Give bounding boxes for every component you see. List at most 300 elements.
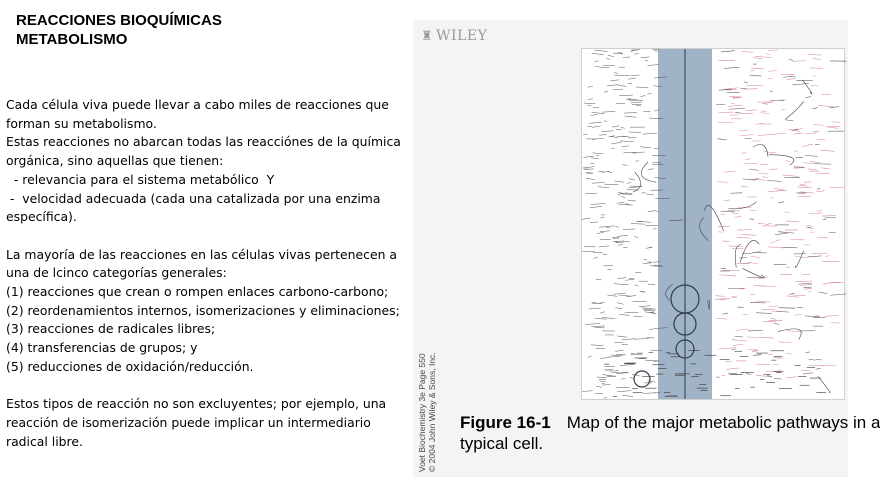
pathway-stroke [622, 339, 635, 340]
pathway-stroke [602, 131, 614, 132]
pathway-stroke [604, 121, 607, 122]
pathway-stroke [749, 169, 759, 170]
pathway-stroke [607, 85, 618, 86]
pathway-stroke [741, 51, 753, 52]
pathway-stroke [617, 391, 631, 392]
body-line: (3) reacciones de radicales libres; [6, 321, 216, 337]
pathway-stroke [761, 113, 770, 114]
pathway-stroke [648, 65, 659, 66]
pathway-stroke [741, 186, 748, 187]
pathway-stroke [735, 216, 741, 217]
pathway-stroke [816, 191, 824, 192]
pathway-stroke [786, 377, 796, 378]
pathway-stroke [591, 204, 605, 205]
pathway-stroke [768, 247, 784, 248]
pathway-stroke [588, 86, 593, 87]
pathway-stroke [599, 171, 604, 172]
pathway-stroke [758, 223, 765, 224]
pathway-stroke [755, 364, 770, 365]
pathway-stroke [602, 375, 613, 376]
pathway-stroke [618, 192, 627, 193]
body-line: (5) reducciones de oxidación/reducción. [6, 358, 254, 374]
pathway-stroke [792, 83, 809, 84]
pathway-stroke [737, 237, 751, 238]
pathway-stroke [802, 145, 810, 146]
pathway-stroke [721, 51, 735, 52]
pathway-stroke [628, 137, 636, 138]
pathway-stroke [600, 358, 609, 359]
pathway-arrow [802, 80, 812, 94]
pathway-stroke [740, 135, 753, 136]
slide-title-line-1: REACCIONES BIOQUÍMICAS [16, 12, 222, 29]
pathway-stroke [596, 279, 602, 280]
pathway-stroke [732, 339, 737, 340]
pathway-stroke [619, 314, 629, 315]
pathway-stroke [600, 217, 604, 218]
pathway-stroke [599, 134, 606, 135]
pathway-stroke [773, 364, 778, 365]
pathway-stroke [774, 188, 784, 189]
side-credit-line-1: Voet Biochemistry 3e Page 550 [417, 353, 427, 472]
pathway-stroke [740, 229, 752, 230]
pathway-stroke [733, 344, 743, 345]
pathway-stroke [768, 320, 782, 321]
pathway-stroke [620, 141, 634, 142]
pathway-stroke [655, 211, 658, 212]
pathway-stroke [758, 173, 768, 174]
pathway-stroke [813, 131, 820, 132]
pathway-stroke [608, 356, 620, 357]
pathway-stroke [808, 54, 822, 55]
pathway-stroke [819, 292, 828, 293]
pathway-stroke [781, 109, 785, 110]
pathway-stroke [639, 306, 650, 307]
pathway-stroke [614, 73, 618, 74]
pathway-stroke [788, 129, 803, 130]
pathway-stroke [620, 364, 635, 365]
pathway-arrow [818, 376, 830, 392]
pathway-stroke [767, 180, 781, 181]
body-line: específica). [6, 209, 77, 225]
pathway-stroke [641, 95, 646, 96]
pathway-stroke [618, 52, 623, 53]
pathway-stroke [618, 245, 622, 246]
pathway-stroke [816, 173, 830, 174]
pathway-stroke [621, 127, 625, 128]
body-line: radical libre. [6, 433, 83, 449]
pathway-stroke [604, 397, 607, 398]
pathway-stroke [602, 171, 609, 172]
body-line: Cada célula viva puede llevar a cabo miles de reacciones que [6, 97, 389, 112]
pathway-stroke [600, 312, 604, 313]
pathway-stroke [602, 111, 615, 112]
pathway-stroke [629, 278, 634, 279]
pathway-stroke [636, 375, 639, 376]
pathway-stroke [809, 359, 816, 360]
pathway-stroke [722, 313, 728, 314]
pathway-arrow [769, 155, 794, 166]
pathway-stroke [723, 241, 730, 242]
pathway-stroke [817, 189, 820, 190]
paragraph-gap [6, 227, 418, 246]
pathway-stroke [626, 193, 632, 194]
pathway-stroke [762, 103, 771, 104]
slide-title [16, 11, 406, 49]
pathway-stroke [825, 315, 839, 316]
pathway-stroke [617, 303, 623, 304]
pathway-stroke [805, 316, 820, 317]
pathway-stroke [768, 190, 782, 191]
pathway-stroke [602, 317, 615, 318]
pathway-stroke [625, 116, 637, 117]
metabolic-map-image [581, 48, 845, 400]
pathway-stroke [744, 82, 748, 83]
pathway-stroke [615, 181, 624, 182]
pathway-stroke [786, 221, 799, 222]
pathway-stroke [809, 161, 820, 162]
pathway-stroke [736, 329, 749, 330]
body-line: una de lcinco categorías generales: [6, 265, 227, 281]
pathway-stroke [589, 122, 602, 123]
pathway-stroke [594, 61, 598, 62]
pathway-stroke [770, 91, 773, 92]
pathway-stroke [617, 235, 628, 236]
slide-title-line-2: METABOLISMO [16, 31, 128, 48]
pathway-stroke [741, 234, 757, 235]
pathway-stroke [629, 179, 636, 180]
pathway-stroke [646, 194, 654, 195]
pathway-stroke [748, 349, 759, 350]
body-line: (1) reacciones que crean o rompen enlaces carbono-carbono; [6, 284, 389, 300]
pathway-stroke [631, 224, 645, 225]
pathway-stroke [611, 355, 623, 356]
pathway-stroke [797, 187, 811, 188]
pathway-stroke [771, 242, 775, 243]
pathway-stroke [626, 99, 637, 100]
pathway-stroke [614, 370, 619, 371]
pathway-stroke [821, 150, 835, 151]
pathway-stroke [619, 204, 633, 205]
pathway-stroke [762, 309, 776, 310]
pathway-stroke [803, 373, 813, 374]
pathway-stroke [582, 391, 592, 392]
pathway-stroke [586, 178, 595, 179]
pathway-stroke [806, 96, 812, 97]
pathway-stroke [756, 301, 770, 302]
pathway-stroke [589, 308, 601, 309]
pathway-stroke [592, 53, 604, 54]
pathway-stroke [604, 184, 618, 185]
pathway-stroke [774, 323, 779, 324]
pathway-stroke [595, 67, 609, 68]
pathway-stroke [766, 223, 771, 224]
pathway-stroke [591, 326, 605, 327]
pathway-stroke [619, 295, 631, 296]
pathway-stroke [625, 279, 634, 280]
pathway-stroke [636, 105, 641, 106]
pathway-stroke [599, 246, 609, 247]
pathway-stroke [717, 181, 728, 182]
pathway-stroke [793, 166, 803, 167]
body-line: (4) transferencias de grupos; y [6, 340, 198, 356]
pathway-stroke [615, 308, 622, 309]
pathway-stroke [648, 169, 654, 170]
pathway-stroke [798, 193, 805, 194]
pathway-stroke [803, 287, 811, 288]
pathway-stroke [755, 56, 772, 57]
pathway-stroke [588, 99, 593, 100]
pathway-stroke [791, 130, 800, 131]
pathway-stroke [647, 262, 652, 263]
pathway-stroke [617, 336, 627, 337]
pathway-stroke [719, 348, 736, 349]
pathway-stroke [768, 354, 772, 355]
pathway-stroke [727, 368, 740, 369]
pathway-arrow [778, 329, 801, 340]
pathway-stroke [618, 85, 627, 86]
pathway-stroke [735, 336, 743, 337]
pathway-stroke [600, 381, 606, 382]
pathway-stroke [590, 206, 602, 207]
pathway-stroke [771, 318, 777, 319]
pathway-stroke [774, 378, 782, 379]
pathway-stroke [592, 153, 603, 154]
pathway-arrow [633, 172, 641, 192]
pathway-stroke [604, 91, 608, 92]
pathway-stroke [610, 80, 619, 81]
caption-line-1: Map of the major metabolic pathways in a [566, 413, 880, 432]
pathway-stroke [617, 202, 625, 203]
pathway-stroke [606, 59, 610, 60]
pathway-stroke [592, 182, 605, 183]
pathway-stroke [634, 54, 639, 55]
pathway-arrow [740, 240, 759, 262]
pathway-stroke [719, 112, 734, 113]
pathway-stroke [808, 291, 812, 292]
pathway-stroke [594, 50, 607, 51]
pathway-stroke [718, 139, 727, 140]
pathway-stroke [748, 330, 763, 331]
pathway-stroke [595, 319, 607, 320]
pathway-stroke [628, 78, 636, 79]
pathway-stroke [654, 110, 658, 111]
pathway-stroke [585, 323, 600, 324]
pathway-stroke [813, 59, 821, 60]
body-line: (2) reordenamientos internos, isomerizaciones y eliminaciones; [6, 302, 400, 318]
pathway-stroke [592, 112, 604, 113]
body-line: Estos tipos de reacción no son excluyentes; por ejemplo, una [6, 396, 387, 412]
pathway-stroke [610, 372, 622, 373]
pathway-stroke [766, 54, 769, 55]
pathway-stroke [760, 164, 767, 165]
pathway-stroke [786, 161, 790, 162]
pathway-stroke [789, 293, 794, 294]
pathway-arrow [743, 268, 765, 277]
caption-line-2: typical cell. [460, 434, 544, 453]
publisher-logo: ♜ WILEY [421, 28, 488, 44]
pathway-stroke [770, 100, 784, 101]
pathway-stroke [600, 231, 610, 232]
pathway-stroke [826, 256, 830, 257]
pathway-stroke [769, 306, 778, 307]
pathway-stroke [821, 168, 829, 169]
pathway-stroke [583, 156, 593, 157]
paragraph-gap [6, 377, 418, 396]
body-line: Estas reacciones no abarcan todas las reacciónes de la química [6, 134, 401, 150]
body-line: La mayoría de las reacciones en las células vivas pertenecen a [6, 246, 397, 262]
pathway-stroke [617, 278, 626, 279]
pathway-stroke [599, 226, 614, 227]
pathway-stroke [619, 95, 633, 96]
pathway-stroke [617, 194, 620, 195]
pathway-stroke [588, 356, 592, 357]
pathway-stroke [823, 219, 826, 220]
pathway-stroke [725, 361, 731, 362]
pathway-stroke [615, 226, 619, 227]
pathway-stroke [819, 105, 834, 106]
body-line: reacción de isomerización puede implicar un intermediario [6, 414, 371, 430]
pathway-stroke [719, 275, 736, 276]
pathway-stroke [628, 98, 631, 99]
pathway-stroke [591, 114, 598, 115]
pathway-stroke [750, 302, 765, 303]
pathway-stroke [616, 103, 625, 104]
pathway-stroke [583, 134, 587, 135]
pathway-stroke [771, 133, 786, 134]
pathway-stroke [648, 284, 655, 285]
pathway-stroke [645, 360, 658, 361]
pathway-stroke [799, 185, 807, 186]
pathway-stroke [715, 318, 727, 319]
pathway-stroke [591, 158, 599, 159]
pathway-stroke [800, 285, 812, 286]
pathway-stroke [762, 177, 767, 178]
pathway-stroke [824, 217, 835, 218]
pathway-stroke [625, 312, 639, 313]
pathway-stroke [768, 50, 778, 51]
pathway-stroke [747, 337, 757, 338]
pathway-stroke [595, 393, 603, 394]
pathway-arrow [735, 244, 741, 267]
pathway-stroke [621, 197, 625, 198]
pathway-stroke [785, 120, 793, 121]
pathway-stroke [812, 108, 817, 109]
pathway-stroke [768, 70, 776, 71]
pathway-stroke [635, 285, 639, 286]
pathway-stroke [813, 76, 816, 77]
pathway-stroke [634, 338, 649, 339]
pathway-stroke [724, 171, 735, 172]
pathway-stroke [787, 331, 802, 332]
pathway-stroke [634, 237, 638, 238]
pathway-stroke [613, 241, 624, 242]
slide-body [6, 96, 418, 451]
pathway-stroke [776, 240, 781, 241]
pathway-stroke [813, 124, 824, 125]
pathway-stroke [764, 104, 768, 105]
pathway-stroke [636, 87, 648, 88]
pathway-stroke [793, 133, 802, 134]
pathway-stroke [793, 61, 806, 62]
pathway-stroke [745, 110, 756, 111]
pathway-stroke [736, 263, 743, 264]
side-credit-line-2: © 2004 John Wiley & Sons, Inc. [427, 352, 437, 472]
pathway-stroke [763, 152, 775, 153]
pathway-stroke [640, 147, 651, 148]
pathway-stroke [642, 263, 651, 264]
pathway-stroke [584, 246, 595, 247]
pathway-stroke [778, 202, 783, 203]
body-line: - velocidad adecuada (cada una catalizada por una enzima [6, 190, 381, 206]
pathway-stroke [628, 200, 637, 201]
pathway-stroke [597, 377, 607, 378]
pathway-stroke [647, 93, 651, 94]
pathway-stroke [724, 67, 739, 68]
pathway-stroke [778, 232, 794, 233]
pathway-stroke [804, 133, 817, 134]
pathway-stroke [654, 148, 658, 149]
pathway-stroke [592, 126, 600, 127]
pathway-stroke [794, 151, 797, 152]
pathway-stroke [794, 314, 801, 315]
side-credit [417, 332, 457, 472]
pathway-stroke [652, 313, 656, 314]
body-line: orgánica, sino aquellas que tienen: [6, 153, 224, 169]
pathway-stroke [720, 299, 727, 300]
pathway-stroke [631, 75, 640, 76]
pathway-stroke [591, 345, 604, 346]
pathway-stroke [624, 112, 637, 113]
pathway-stroke [582, 218, 591, 219]
pathway-stroke [757, 251, 761, 252]
pathway-stroke [832, 122, 841, 123]
pathway-stroke [801, 370, 811, 371]
figure-panel [413, 20, 880, 477]
pathway-stroke [622, 165, 627, 166]
pathway-stroke [648, 381, 656, 382]
pathway-stroke [759, 286, 776, 287]
pathway-stroke [608, 295, 618, 296]
pathway-stroke [725, 200, 731, 201]
pathway-stroke [602, 254, 607, 255]
pathway-stroke [636, 221, 650, 222]
pathway-stroke [756, 313, 772, 314]
pathway-stroke [828, 127, 838, 128]
pathway-stroke [806, 225, 811, 226]
pathway-stroke [627, 182, 631, 183]
pathway-stroke [730, 103, 735, 104]
pathway-stroke [584, 103, 595, 104]
pathway-stroke [647, 337, 655, 338]
pathway-stroke [716, 296, 726, 297]
wiley-mark-icon: ♜ [421, 29, 434, 44]
pathway-arrow [795, 251, 803, 268]
pathway-stroke [628, 83, 632, 84]
pathway-stroke [780, 274, 792, 275]
pathway-stroke [786, 79, 795, 80]
pathway-stroke [641, 57, 650, 58]
pathway-stroke [831, 294, 847, 295]
pathway-stroke [593, 257, 597, 258]
figure-label: Figure 16-1 [460, 413, 551, 432]
pathway-stroke [722, 375, 725, 376]
pathway-stroke [774, 264, 787, 265]
pathway-arrow [728, 202, 756, 209]
pathway-arrow [641, 162, 656, 182]
pathway-stroke [596, 386, 602, 387]
pathway-stroke [796, 281, 813, 282]
pathway-stroke [648, 211, 655, 212]
